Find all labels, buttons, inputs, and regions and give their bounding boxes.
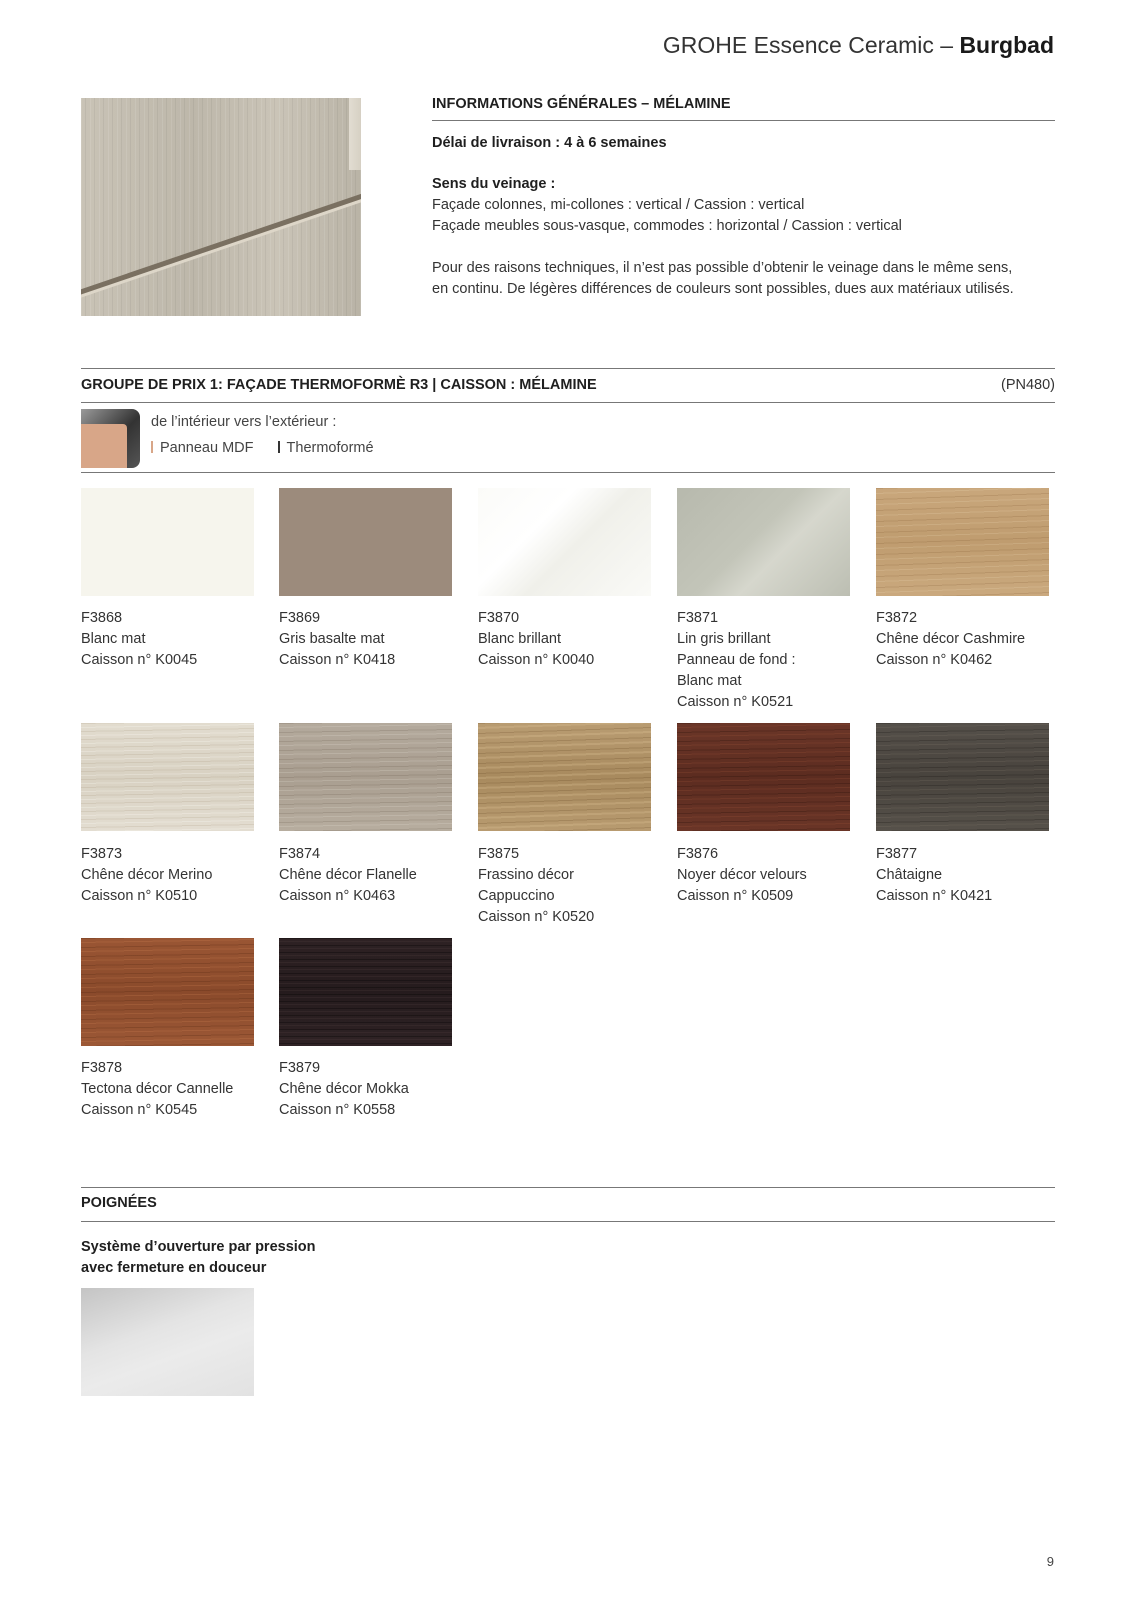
push-to-open-swatch	[81, 1288, 254, 1396]
carcass-number: Caisson n° K0521	[677, 694, 794, 710]
finish-caption	[279, 1058, 459, 1121]
finish-code: F3877	[876, 846, 918, 862]
swatch-f3879	[279, 938, 452, 1046]
swatch-f3872	[876, 488, 1049, 596]
carcass-number: Caisson n° K0418	[279, 652, 396, 668]
grain-direction-line-1: Façade colonnes, mi-collones : vertical / Cassion : vertical	[432, 197, 805, 213]
mdf-color-marker	[151, 441, 153, 453]
swatch-f3868	[81, 488, 254, 596]
handles-subtitle	[81, 1237, 316, 1279]
swatch-f3871	[677, 488, 850, 596]
divider	[81, 1187, 1055, 1188]
finish-code: F3872	[876, 610, 918, 626]
finish-name: Noyer décor velours	[677, 867, 807, 883]
thermoformed-color-marker	[278, 441, 280, 453]
finish-code: F3868	[81, 610, 123, 626]
finish-caption	[81, 608, 261, 671]
carcass-number: Caisson n° K0045	[81, 652, 198, 668]
carcass-number: Caisson n° K0520	[478, 909, 595, 925]
finish-name: Châtaigne	[876, 867, 943, 883]
back-panel-label: Panneau de fond :	[677, 652, 796, 668]
finish-code: F3874	[279, 846, 321, 862]
finish-code: F3871	[677, 610, 719, 626]
carcass-number: Caisson n° K0558	[279, 1102, 396, 1118]
finish-name: Chêne décor Flanelle	[279, 867, 417, 883]
grain-direction-line-2: Façade meubles sous-vasque, commodes : horizontal / Cassion : vertical	[432, 218, 902, 234]
swatch-f3878	[81, 938, 254, 1046]
finish-caption	[81, 844, 261, 907]
finish-code: F3879	[279, 1060, 321, 1076]
finish-caption	[677, 608, 857, 713]
swatch-f3875	[478, 723, 651, 831]
layer-thermoformed-label: Thermoformé	[286, 440, 374, 456]
melamine-sample-image	[81, 98, 361, 316]
finish-name: Chêne décor Merino	[81, 867, 213, 883]
swatch-f3869	[279, 488, 452, 596]
carcass-number: Caisson n° K0463	[279, 888, 396, 904]
finish-caption	[876, 844, 1056, 907]
carcass-number: Caisson n° K0509	[677, 888, 794, 904]
finish-caption	[279, 608, 459, 671]
finish-caption	[81, 1058, 261, 1121]
divider	[81, 402, 1055, 403]
finish-name: Blanc brillant	[478, 631, 562, 647]
price-group-code: (PN480)	[1001, 377, 1055, 393]
grain-direction-title: Sens du veinage :	[432, 176, 556, 192]
header-brand: GROHE Essence Ceramic –	[662, 32, 954, 58]
page-number: 9	[1046, 1554, 1054, 1569]
finish-name-continued: Cappuccino	[478, 888, 555, 904]
finish-name: Chêne décor Mokka	[279, 1081, 409, 1097]
finish-caption	[876, 608, 1056, 671]
swatch-f3874	[279, 723, 452, 831]
general-information-title: INFORMATIONS GÉNÉRALES – MÉLAMINE	[432, 96, 1055, 121]
carcass-number: Caisson n° K0040	[478, 652, 595, 668]
layer-mdf-label: Panneau MDF	[160, 440, 254, 456]
technical-note-line-2: en continu. De légères différences de couleurs sont possibles, dues aux matériaux utilisés.	[432, 281, 1014, 297]
swatch-f3877	[876, 723, 1049, 831]
finish-code: F3878	[81, 1060, 123, 1076]
finish-code: F3876	[677, 846, 719, 862]
finish-code: F3875	[478, 846, 520, 862]
swatch-f3870	[478, 488, 651, 596]
document-header	[663, 32, 1054, 59]
finish-caption	[478, 608, 658, 671]
handles-title: POIGNÉES	[81, 1195, 157, 1211]
carcass-number: Caisson n° K0545	[81, 1102, 198, 1118]
finish-name: Blanc mat	[81, 631, 146, 647]
divider	[81, 472, 1055, 473]
finish-caption	[279, 844, 459, 907]
delivery-time: Délai de livraison : 4 à 6 semaines	[432, 135, 667, 151]
divider	[81, 368, 1055, 369]
handles-subtitle-line-2: avec fermeture en douceur	[81, 1260, 267, 1276]
carcass-number: Caisson n° K0421	[876, 888, 993, 904]
finish-name: Chêne décor Cashmire	[876, 631, 1026, 647]
handles-subtitle-line-1: Système d’ouverture par pression	[81, 1239, 316, 1255]
finish-code: F3870	[478, 610, 520, 626]
finish-caption	[677, 844, 857, 907]
back-panel-finish: Blanc mat	[677, 673, 742, 689]
divider	[81, 1221, 1055, 1222]
layers-legend	[151, 440, 374, 456]
general-information	[432, 96, 1055, 300]
finish-code: F3869	[279, 610, 321, 626]
finish-name: Frassino décor	[478, 867, 574, 883]
finish-name: Gris basalte mat	[279, 631, 385, 647]
finish-caption	[478, 844, 658, 928]
price-group-title: GROUPE DE PRIX 1: FAÇADE THERMOFORMÈ R3 | CAISSON : MÉLAMINE	[81, 377, 597, 393]
layers-intro: de l’intérieur vers l’extérieur :	[151, 414, 337, 430]
finish-name: Lin gris brillant	[677, 631, 771, 647]
header-partner: Burgbad	[959, 32, 1054, 58]
carcass-number: Caisson n° K0462	[876, 652, 993, 668]
panel-layers-icon	[81, 409, 141, 469]
technical-note-line-1: Pour des raisons techniques, il n’est pas possible d’obtenir le veinage dans le même sens,	[432, 260, 1013, 276]
swatch-f3876	[677, 723, 850, 831]
carcass-number: Caisson n° K0510	[81, 888, 198, 904]
finish-code: F3873	[81, 846, 123, 862]
finish-name: Tectona décor Cannelle	[81, 1081, 234, 1097]
swatch-f3873	[81, 723, 254, 831]
